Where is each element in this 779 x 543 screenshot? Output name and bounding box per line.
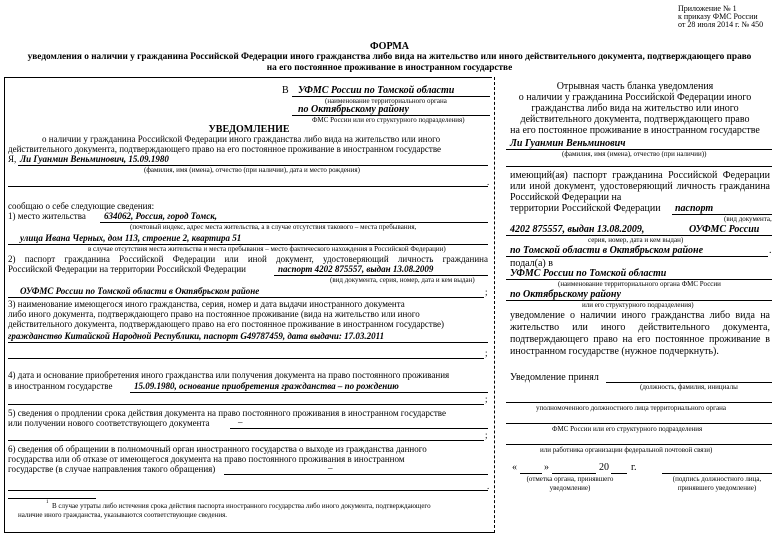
item-2-caption: (вид документа, серия, номер, дата и кем выдан) [330,276,475,284]
appendix-line-2: к приказу ФМС России [678,12,758,21]
item-4-value: 15.09.1980, основание приобретения гражданства – по рождению [134,381,399,391]
item-6-line-3: государстве (в случае направления такого обращения) [8,464,216,474]
tearoff-doc-value-b: ОУФМС России [689,224,760,235]
tearoff-to-caption: (наименование территориального органа ФМС России [558,280,721,288]
date-year-prefix: 20 [599,462,609,473]
item-5-line-1: 5) сведения о продлении срока действия документа на право постоянного проживания в иностранном государстве [8,408,446,418]
footnote-line-2: наличие иного гражданства, указываются соответствующие сведения. [18,511,228,519]
item-4-line-1: 4) дата и основание приобретения иного гражданства или получения документа на право постоянного проживания [8,370,450,380]
notice-subtitle-1: о наличии у гражданина Российской Федерации иного гражданства либо вида на жительство или иного [42,134,441,144]
left-frame-bottom [4,532,494,533]
form-subtitle-2: на его постоянное проживание в иностранном государстве [266,63,513,73]
item-4-prefix: в иностранном государстве [8,381,113,391]
item-6-line-1: 6) сведения об обращении в полномочный орган иностранного государства о выходе из гражданства данного [8,444,427,454]
tearoff-notice-text: уведомление о наличии иного гражданства либо вида на жительство или иного действительного документа, подтверждающего право на его постоянное проживание в иностранном государстве (нужное подчеркнуть). [510,310,770,357]
person-caption: (фамилия, имя (имена), отчество (при наличии), дата и место рождения) [144,166,360,174]
to-caption-2: ФМС России или его структурного подразделения) [312,116,465,124]
stamp-caption-2: уведомление) [549,484,591,492]
left-frame-top [4,77,492,78]
item-3-line-2: либо иного документа, подтверждающего право на постоянное проживание (вида на жительство или иного [8,309,420,319]
item-3-line-1: 3) наименование имеющегося иного гражданства, серия, номер и дата выдачи иностранного документа [8,299,405,309]
tearoff-head-3: гражданства либо вида на жительство или иного [531,103,739,114]
stamp-caption-1: (отметка органа, принявшего [526,475,614,483]
tearoff-submitted: подал(а) в [510,258,553,269]
tearoff-doc-value-2: по Томской области в Октябрьском районе [510,245,704,256]
cut-line [494,77,495,533]
item-5-line-2: или получении нового соответствующего документа [8,418,210,428]
item-3-value: гражданство Китайской Народной Республики, паспорт G49787459, дата выдачи: 17.03.2011 [8,331,385,341]
to-value-2: по Октябрьскому району [298,104,409,115]
post-caption: или работника организации федеральной почтовой связи) [540,446,713,454]
person-value: Ли Гуанмин Веньминович, 15.09.1980 [20,154,169,164]
item-3-line-3: действительного документа, подтверждающего право на его постоянное проживание в иностранном государстве) [8,319,445,329]
tearoff-para-prefix: территории Российской Федерации [510,203,661,214]
item-2-value-2: ОУФМС России по Томской области в Октябрьском районе [20,286,260,296]
to-caption: (наименование территориального органа [325,97,447,105]
item-1-caption: (почтовый индекс, адрес места жительства, а в случае отсутствия такового – места пребывания, [130,223,417,231]
to-prefix: В [282,85,289,96]
tearoff-to-value-2: по Октябрьскому району [510,289,621,300]
tearoff-to-caption-2: или его структурного подразделения) [582,301,694,309]
fms-caption: ФМС России или его структурного подразделения [552,425,703,433]
report-line: сообщаю о себе следующие сведения: [8,201,155,211]
item-1-value-2: улица Ивана Черных, дом 113, строение 2, квартира 51 [20,233,242,243]
date-quote-close: » [544,462,549,473]
item-6-line-2: государства или об отказе от имеющегося документа на право постоянного проживания в иностранном [8,454,405,464]
notice-subtitle-2: действительного документа, подтверждающего право на его постоянное проживание в иностранном государстве [8,144,442,154]
footnote-line-1: В случае утраты либо истечения срока действия паспорта иностранного государства либо иного документа, подтверждающего [52,502,431,510]
form-subtitle-1: уведомления о наличии у гражданина Российской Федерации иного гражданства либо вида на жительство или иного действительного документа, подтверждающего право [27,52,752,62]
appendix-line-3: от 28 июля 2014 г. № 450 [678,20,764,29]
tearoff-head-1: Отрывная часть бланка уведомления [556,81,714,92]
item-1-value: 634062, Россия, город Томск, [104,211,218,221]
footnote-mark: 1 [46,500,49,505]
tearoff-doc-caption-2: серия, номер, дата и кем выдан) [588,236,684,244]
tearoff-person-value: Ли Гуанмин Веньминович [510,138,626,149]
item-2-prefix: Российской Федерации на территории Российской Федерации [8,264,246,274]
sign-caption-2: принявшего уведомление) [677,484,757,492]
tearoff-person-caption: (фамилия, имя (имена), отчество (при наличии)) [562,150,707,158]
tearoff-head-5: на его постоянное проживание в иностранном государстве [510,125,760,136]
date-quote-open: « [512,462,517,473]
tearoff-para-value: паспорт [675,203,714,214]
tearoff-paragraph: имеющий(ая) паспорт гражданина Российской Федерации или иной документ, удостоверяющий личность гражданина Российской Федерации на [510,170,770,203]
item-1-caption-2: в случае отсутствия места жительства и места пребывания – место фактического нахождения в Российской Федерации) [88,245,446,253]
official-caption: уполномоченного должностного лица территориального органа [536,404,726,412]
tearoff-head-2: о наличии у гражданина Российской Федерации иного [518,92,752,103]
sign-caption-1: (подпись должностного лица, [672,475,762,483]
appendix-line-1: Приложение № 1 [678,4,737,13]
form-title: ФОРМА [369,41,410,52]
notice-title: УВЕДОМЛЕНИЕ [208,124,290,135]
person-prefix: Я, [8,154,17,164]
item-1-prefix: 1) место жительства [8,211,86,221]
tearoff-head-4: действительного документа, подтверждающего право [520,114,750,125]
left-frame-left [4,77,5,532]
item-2-value: паспорт 4202 875557, выдан 13.08.2009 [278,264,434,274]
date-year-suffix: г. [631,462,637,473]
accepted-caption: (должность, фамилия, инициалы [640,383,738,391]
accepted-label: Уведомление принял [510,372,599,383]
tearoff-to-value: УФМС России по Томской области [510,268,667,279]
tearoff-doc-value: 4202 875557, выдан 13.08.2009, [510,224,645,235]
to-value: УФМС России по Томской области [298,85,455,96]
tearoff-doc-caption: (вид документа, [724,215,772,223]
footnote-rule [8,498,96,499]
item-2-line-1: 2) паспорт гражданина Российской Федерации или иной документ, удостоверяющий личность гражданина [8,254,488,264]
